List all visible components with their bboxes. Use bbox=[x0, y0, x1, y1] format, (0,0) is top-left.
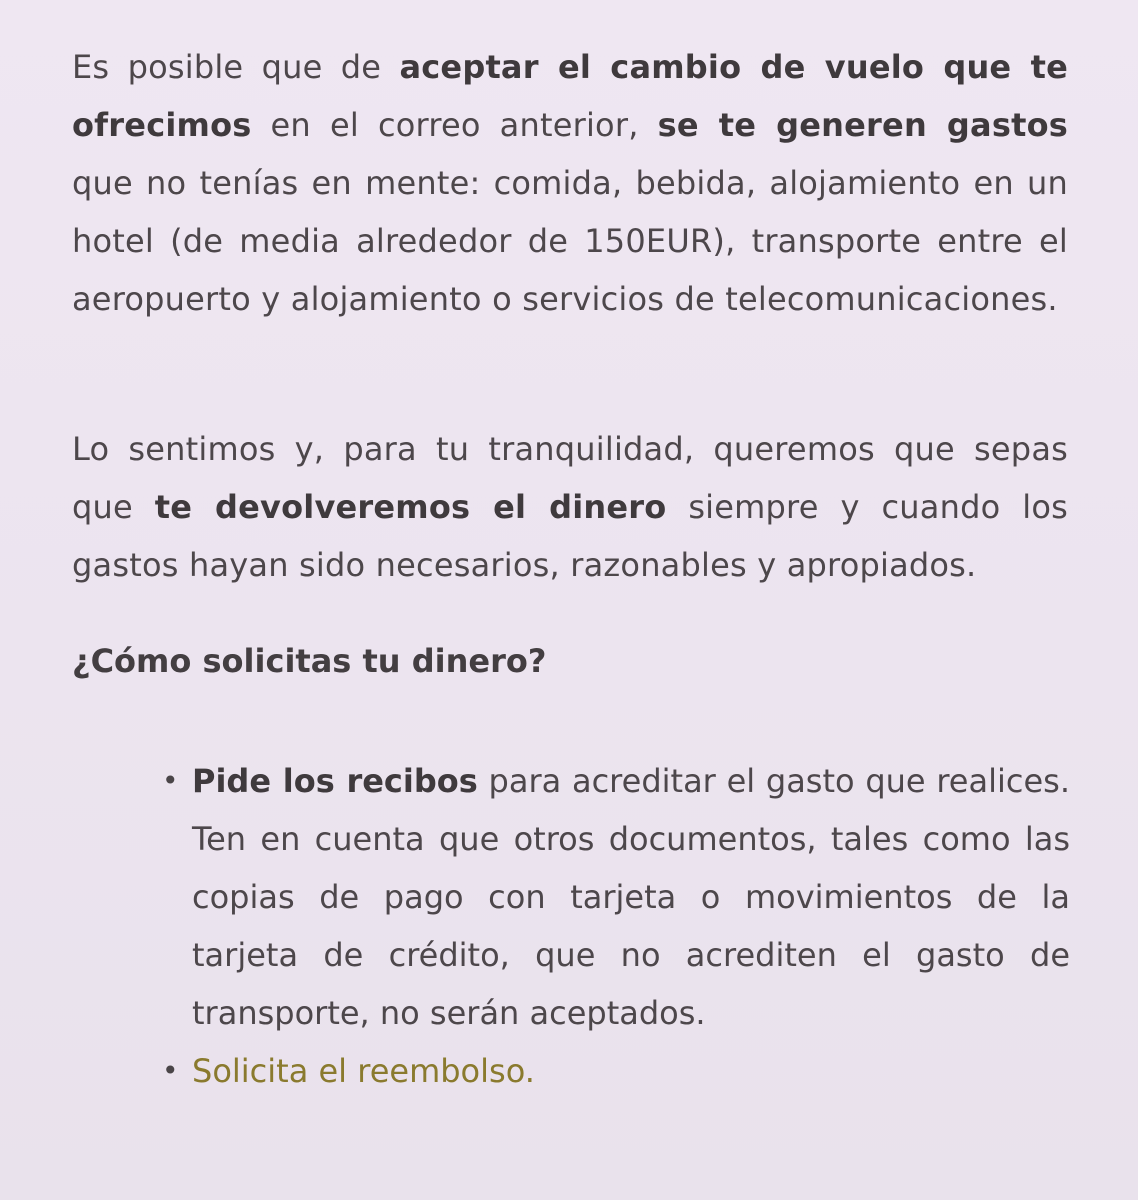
list-item-refund-request bbox=[158, 1042, 1070, 1100]
refund-text-1: Lo sentimos y, para tu tranquilidad, queremos que sepas que bbox=[72, 430, 1068, 526]
receipts-text: para acreditar el gasto que realices. Ten en cuenta que otros documentos, tales como las copias de pago con tarjeta o movimientos de la tarjeta de crédito, que no acrediten el gasto de transporte, no serán aceptados. bbox=[192, 762, 1071, 1032]
request-refund-link[interactable]: Solicita el reembolso. bbox=[192, 1052, 535, 1090]
bullet-icon: • bbox=[162, 1054, 179, 1087]
bullet-icon: • bbox=[162, 764, 179, 797]
intro-bold-expenses: se te generen gastos bbox=[657, 106, 1069, 144]
refund-text-2: siempre y cuando los gastos hayan sido necesarios, razonables y apropiados. bbox=[72, 488, 1069, 584]
intro-paragraph bbox=[72, 38, 1068, 328]
refund-bold-money-back: te devolveremos el dinero bbox=[154, 488, 667, 526]
receipts-bold: Pide los recibos bbox=[192, 762, 478, 800]
intro-text-1: Es posible que de bbox=[72, 48, 400, 86]
steps-list bbox=[158, 752, 1070, 1100]
list-item-receipts bbox=[158, 752, 1070, 1042]
section-heading: ¿Cómo solicitas tu dinero? bbox=[72, 642, 547, 680]
refund-paragraph bbox=[72, 420, 1068, 594]
intro-text-2: en el correo anterior, bbox=[251, 106, 658, 144]
intro-text-3: que no tenías en mente: comida, bebida, alojamiento en un hotel (de media alrededor de 150EUR), transporte entre el aeropuerto y alojamiento o servicios de telecomunicaciones. bbox=[72, 164, 1068, 318]
intro-bold-accept-flight-change: aceptar el cambio de vuelo que te ofrecimos bbox=[72, 48, 1068, 144]
